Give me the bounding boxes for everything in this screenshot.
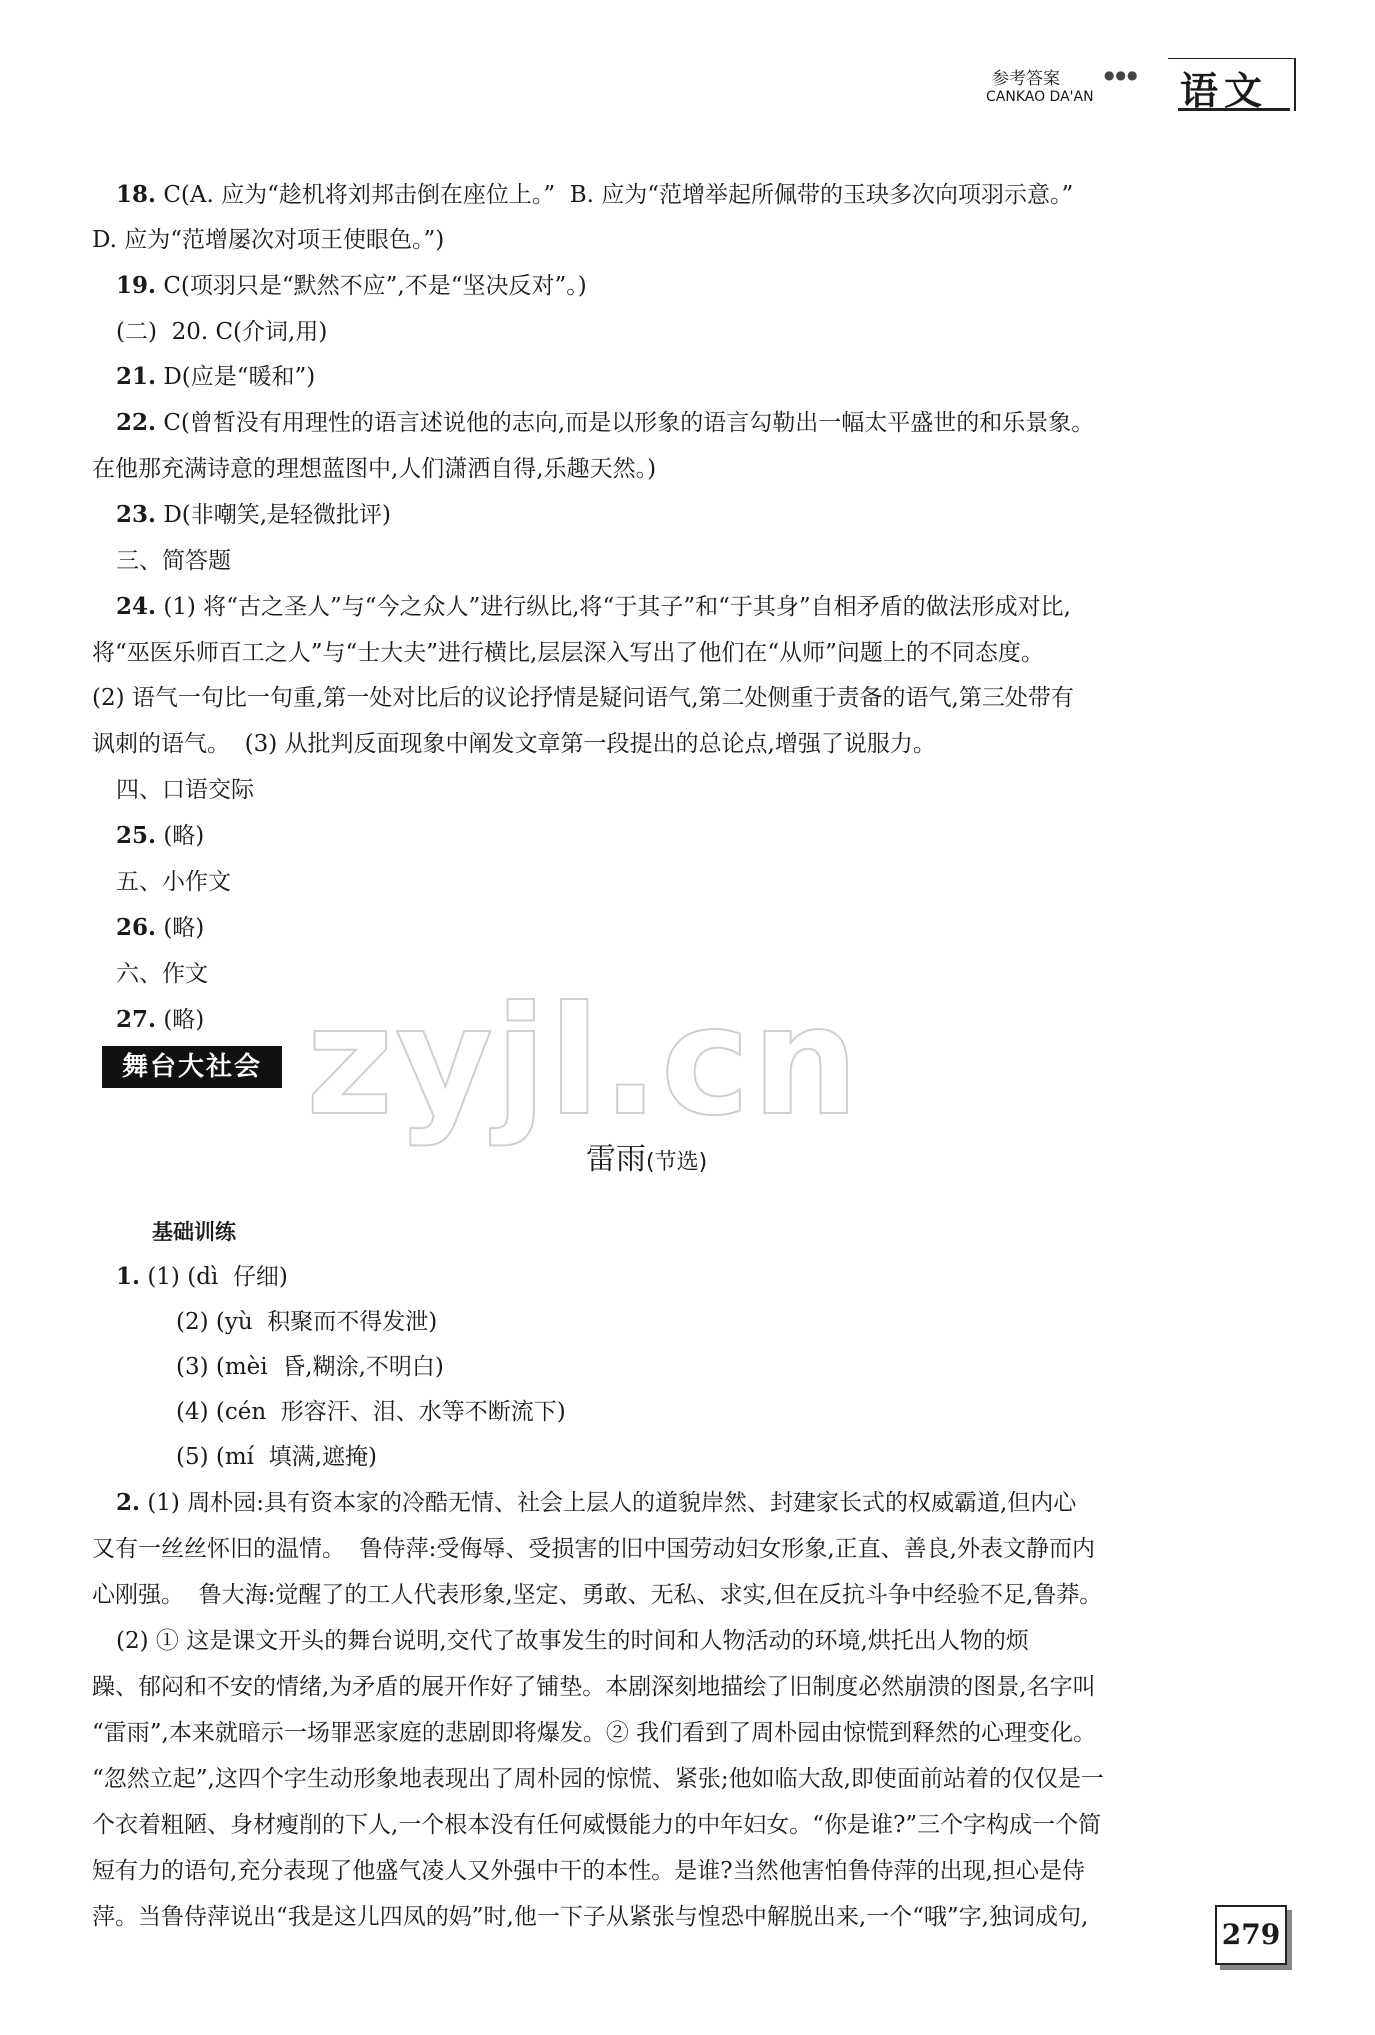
header-ref-cn: 参考答案 (992, 69, 1060, 89)
answer-line: 在他那充满诗意的理想蓝图中,人们潇洒自得,乐趣天然。) (92, 456, 657, 482)
answer-line: 18. C(A. 应为“趁机将刘邦击倒在座位上。” B. 应为“范增举起所佩带的玉玦多次向项羽示意。” (116, 181, 1074, 208)
answer-line: “忽然立起”,这四个字生动形象地表现出了周朴园的惊慌、紧张;他如临大敌,即使面前站着的仅仅是一 (92, 1766, 1104, 1792)
page-header (968, 58, 1298, 118)
answer-line: 19. C(项羽只是“默然不应”,不是“坚决反对”。) (116, 272, 587, 299)
header-rule (1178, 108, 1290, 111)
section-heading: 三、简答题 (116, 548, 231, 574)
answer-line: 萍。当鲁侍萍说出“我是这儿四凤的妈”时,他一下子从紧张与惶恐中解脱出来,一个“哦”字,独词成句, (92, 1904, 1089, 1930)
answer-line: 23. D(非嘲笑,是轻微批评) (116, 501, 392, 528)
lesson-title: 雷雨(节选) (586, 1142, 708, 1177)
answer-line: 27. (略) (116, 1006, 205, 1033)
section-banner: 舞台大社会 (102, 1046, 282, 1088)
header-subject: 语文 (1180, 68, 1269, 113)
answer-line: 25. (略) (116, 822, 205, 849)
answer-line: 心刚强。 鲁大海:觉醒了的工人代表形象,坚定、勇敢、无私、求实,但在反抗斗争中经验不足,鲁莽。 (92, 1582, 1103, 1608)
answer-line: (5) (mí 填满,遮掩) (176, 1444, 377, 1470)
answer-line: 1. (1) (dì 仔细) (116, 1263, 288, 1290)
answer-line: D. 应为“范增屡次对项王使眼色。”) (92, 227, 445, 253)
answer-line: 又有一丝丝怀旧的温情。 鲁侍萍:受侮辱、受损害的旧中国劳动妇女形象,正直、善良,外表文静而内 (92, 1536, 1095, 1562)
page-number: 279 (1215, 1905, 1287, 1965)
section-heading: 六、作文 (116, 961, 208, 987)
answer-line: 个衣着粗陋、身材瘦削的下人,一个根本没有任何威慑能力的中年妇女。“你是谁?”三个字构成一个简 (92, 1812, 1102, 1838)
header-dots: ●●● (1104, 68, 1139, 82)
answer-line: 将“巫医乐师百工之人”与“士大夫”进行横比,层层深入写出了他们在“从师”问题上的不同态度。 (92, 640, 1044, 666)
answer-line: 26. (略) (116, 914, 205, 941)
answer-line: (二) 20. C(介词,用) (116, 319, 328, 345)
answer-line: (2) 语气一句比一句重,第一处对比后的议论抒情是疑问语气,第二处侧重于责备的语气,第三处带有 (92, 685, 1074, 711)
watermark: zyjl.cn (306, 975, 861, 1149)
sub-heading: 基础训练 (152, 1220, 236, 1244)
answer-line: 24. (1) 将“古之圣人”与“今之众人”进行纵比,将“于其子”和“于其身”自相矛盾的做法形成对比, (116, 593, 1071, 620)
header-ref-en: CANKAO DA'AN (986, 89, 1094, 105)
answer-line: 讽刺的语气。 (3) 从批判反面现象中阐发文章第一段提出的总论点,增强了说服力。 (92, 731, 936, 757)
answer-line: 22. C(曾皙没有用理性的语言述说他的志向,而是以形象的语言勾勒出一幅太平盛世的和乐景象。 (116, 409, 1095, 436)
answer-line: 躁、郁闷和不安的情绪,为矛盾的展开作好了铺垫。本剧深刻地描绘了旧制度必然崩溃的图景,名字叫 (92, 1674, 1096, 1700)
section-heading: 五、小作文 (116, 869, 231, 895)
answer-line: (2) (yù 积聚而不得发泄) (176, 1309, 438, 1335)
answer-line: 短有力的语句,充分表现了他盛气凌人又外强中干的本性。是谁?当然他害怕鲁侍萍的出现,担心是侍 (92, 1858, 1085, 1884)
answer-line: 2. (1) 周朴园:具有资本家的冷酷无情、社会上层人的道貌岸然、封建家长式的权威霸道,但内心 (116, 1489, 1077, 1516)
section-heading: 四、口语交际 (116, 777, 254, 803)
answer-line: (3) (mèi 昏,糊涂,不明白) (176, 1354, 444, 1380)
answer-line: (4) (cén 形容汗、泪、水等不断流下) (176, 1399, 566, 1425)
answer-line: (2) ① 这是课文开头的舞台说明,交代了故事发生的时间和人物活动的环境,烘托出人物的烦 (116, 1628, 1029, 1654)
answer-line: “雷雨”,本来就暗示一场罪恶家庭的悲剧即将爆发。② 我们看到了周朴园由惊慌到释然的心理变化。 (92, 1720, 1097, 1746)
answer-line: 21. D(应是“暖和”) (116, 363, 316, 390)
